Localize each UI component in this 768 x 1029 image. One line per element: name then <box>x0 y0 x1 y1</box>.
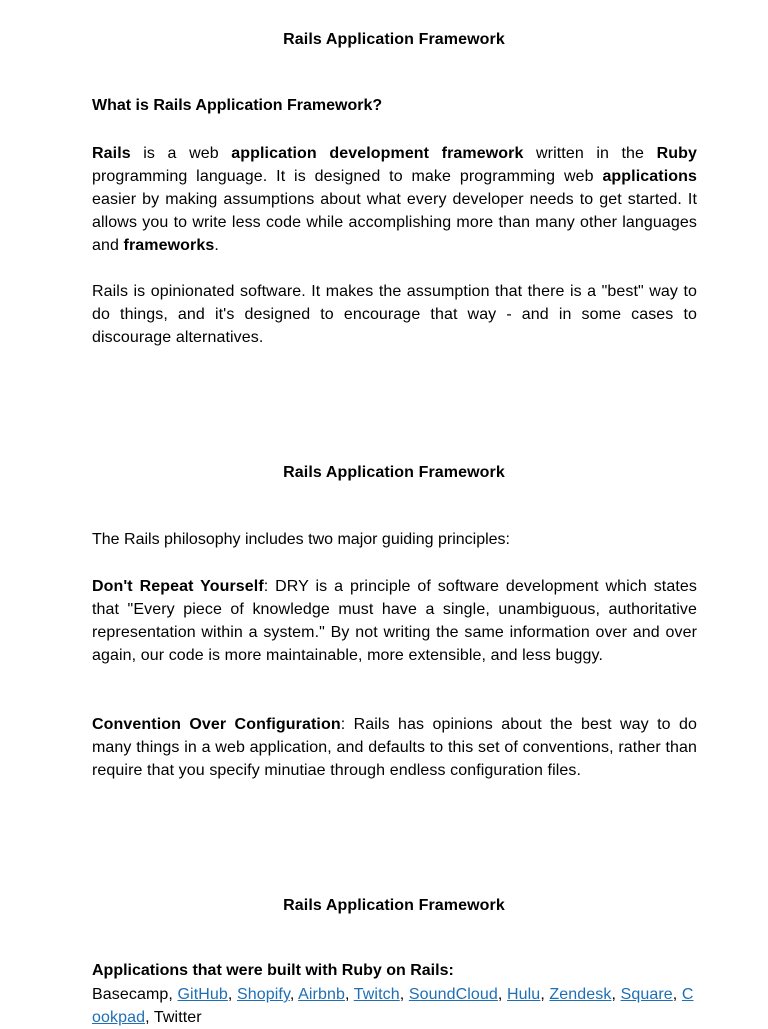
section1-paragraph1 <box>92 142 697 257</box>
app-link-cookpad[interactable]: Cookpad <box>92 986 694 1026</box>
app-link-twitch[interactable]: Twitch <box>353 986 400 1003</box>
section1-question: What is Rails Application Framework? <box>92 97 383 114</box>
separator: , <box>227 986 237 1003</box>
coc-text: : Rails has opinions about the best way to do many things in a web application, and defaults to this set of conventions, rather than require that you specify minutiae through endless configuration files. <box>92 716 698 779</box>
section2-dry <box>92 575 697 667</box>
app-link-square[interactable]: Square <box>620 986 673 1003</box>
text-run: is a web <box>130 145 232 162</box>
separator: , <box>344 986 354 1003</box>
term-frameworks: frameworks <box>123 237 215 254</box>
text-run: easier by making assumptions about what every developer needs to get started. It allows you to write less code while accomplishing more than many other languages and <box>92 191 697 254</box>
separator: , <box>168 986 178 1003</box>
term-ruby: Ruby <box>656 145 697 162</box>
separator: , <box>672 986 682 1003</box>
dry-label: Don't Repeat Yourself <box>92 578 264 595</box>
text-run: programming language. It is designed to make programming web <box>92 168 603 185</box>
separator: , <box>145 1009 154 1026</box>
section3-heading: Applications that were built with Ruby on Rails: <box>92 962 454 979</box>
separator: , <box>497 986 507 1003</box>
separator: , <box>289 986 299 1003</box>
text-run: . <box>214 237 219 254</box>
term-adf: application development framework <box>231 145 524 162</box>
app-link-github[interactable]: GitHub <box>177 986 228 1003</box>
coc-label: Convention Over Configuration <box>92 716 341 733</box>
section2-intro: The Rails philosophy includes two major guiding principles: <box>92 531 510 548</box>
section1-paragraph2: Rails is opinionated software. It makes the assumption that there is a "best" way to do things, and it's designed to encourage that way - and in some cases to discourage alternatives. <box>92 283 697 346</box>
app-basecamp: Basecamp <box>92 986 169 1003</box>
term-rails: Rails <box>92 145 131 162</box>
section3-title: Rails Application Framework <box>283 897 505 914</box>
term-applications: applications <box>602 168 697 185</box>
separator: , <box>611 986 621 1003</box>
section1-title: Rails Application Framework <box>283 31 505 48</box>
separator: , <box>399 986 409 1003</box>
text-run: written in the <box>523 145 657 162</box>
app-link-soundcloud[interactable]: SoundCloud <box>408 986 498 1003</box>
dry-text: : DRY is a principle of software development which states that "Every piece of knowledge must have a single, unambiguous, authoritative representation within a system." By not writing the same information over and over again, our code is more maintainable, more extensible, and less buggy. <box>92 578 697 664</box>
separator: , <box>540 986 550 1003</box>
app-twitter: Twitter <box>153 1009 202 1026</box>
section2-coc <box>92 713 697 782</box>
apps-list <box>92 983 697 1029</box>
app-link-airbnb[interactable]: Airbnb <box>298 986 345 1003</box>
app-link-hulu[interactable]: Hulu <box>507 986 541 1003</box>
app-link-zendesk[interactable]: Zendesk <box>549 986 612 1003</box>
app-link-shopify[interactable]: Shopify <box>237 986 290 1003</box>
section2-title: Rails Application Framework <box>283 464 505 481</box>
